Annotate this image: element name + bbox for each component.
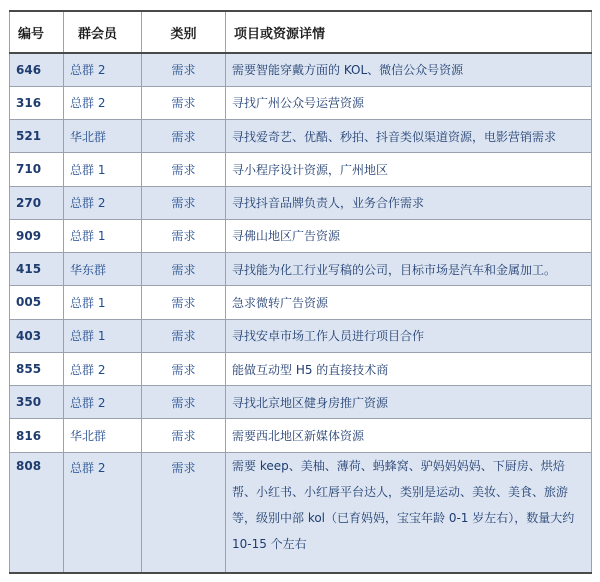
table-row (10, 386, 592, 419)
cell-member: 总群 2 (64, 352, 142, 385)
table-row (10, 120, 592, 153)
cell-type: 需求 (142, 386, 226, 419)
cell-detail: 急求微转广告资源 (226, 286, 592, 319)
cell-member: 总群 2 (64, 86, 142, 119)
cell-member: 华北群 (64, 120, 142, 153)
cell-member: 总群 1 (64, 319, 142, 352)
cell-id: 316 (10, 86, 64, 119)
cell-detail: 寻小程序设计资源，广州地区 (226, 153, 592, 186)
cell-detail: 能做互动型 H5 的直接技术商 (226, 352, 592, 385)
table-row (10, 53, 592, 86)
cell-member: 总群 2 (64, 186, 142, 219)
table-row (10, 186, 592, 219)
cell-type: 需求 (142, 319, 226, 352)
header-member: 群会员 (64, 11, 142, 53)
header-type: 类别 (142, 11, 226, 53)
table-row (10, 452, 592, 573)
cell-type: 需求 (142, 153, 226, 186)
cell-detail: 需要智能穿戴方面的 KOL、微信公众号资源 (226, 53, 592, 86)
cell-member: 总群 2 (64, 386, 142, 419)
cell-type: 需求 (142, 86, 226, 119)
cell-type: 需求 (142, 253, 226, 286)
table-row (10, 153, 592, 186)
table-row (10, 86, 592, 119)
cell-detail: 寻找抖音品牌负责人，业务合作需求 (226, 186, 592, 219)
cell-type: 需求 (142, 120, 226, 153)
cell-type: 需求 (142, 452, 226, 573)
cell-detail: 寻佛山地区广告资源 (226, 219, 592, 252)
cell-id: 710 (10, 153, 64, 186)
cell-member: 华北群 (64, 419, 142, 452)
cell-type: 需求 (142, 286, 226, 319)
resource-table (9, 10, 592, 574)
cell-detail: 需要 keep、美柚、薄荷、蚂蜂窝、驴妈妈妈妈、下厨房、烘焙帮、小红书、小红唇平台达人，类别是运动、美妆、美食、旅游等，级别中部 kol（已育妈妈，宝宝年龄 0-1 岁左右），数量大约 10-15 个左右 (226, 452, 592, 573)
table-row (10, 253, 592, 286)
header-detail: 项目或资源详情 (226, 11, 592, 53)
cell-member: 总群 1 (64, 286, 142, 319)
header-id: 编号 (10, 11, 64, 53)
cell-id: 909 (10, 219, 64, 252)
table-row (10, 419, 592, 452)
cell-detail: 寻找安卓市场工作人员进行项目合作 (226, 319, 592, 352)
cell-type: 需求 (142, 352, 226, 385)
cell-detail: 需要西北地区新媒体资源 (226, 419, 592, 452)
cell-id: 521 (10, 120, 64, 153)
cell-member: 华东群 (64, 253, 142, 286)
cell-type: 需求 (142, 186, 226, 219)
cell-type: 需求 (142, 53, 226, 86)
cell-detail: 寻找广州公众号运营资源 (226, 86, 592, 119)
cell-id: 270 (10, 186, 64, 219)
cell-id: 808 (10, 452, 64, 573)
cell-id: 816 (10, 419, 64, 452)
cell-member: 总群 1 (64, 153, 142, 186)
cell-member: 总群 1 (64, 219, 142, 252)
table-header-row (10, 11, 592, 53)
cell-detail: 寻找爱奇艺、优酷、秒拍、抖音类似渠道资源，电影营销需求 (226, 120, 592, 153)
table-row (10, 352, 592, 385)
cell-id: 005 (10, 286, 64, 319)
cell-id: 415 (10, 253, 64, 286)
cell-detail: 寻找能为化工行业写稿的公司，目标市场是汽车和金属加工。 (226, 253, 592, 286)
cell-type: 需求 (142, 419, 226, 452)
table-row (10, 286, 592, 319)
cell-id: 403 (10, 319, 64, 352)
cell-member: 总群 2 (64, 53, 142, 86)
cell-detail: 寻找北京地区健身房推广资源 (226, 386, 592, 419)
cell-id: 646 (10, 53, 64, 86)
cell-member: 总群 2 (64, 452, 142, 573)
table-row (10, 319, 592, 352)
table-row (10, 219, 592, 252)
cell-id: 350 (10, 386, 64, 419)
cell-type: 需求 (142, 219, 226, 252)
cell-id: 855 (10, 352, 64, 385)
